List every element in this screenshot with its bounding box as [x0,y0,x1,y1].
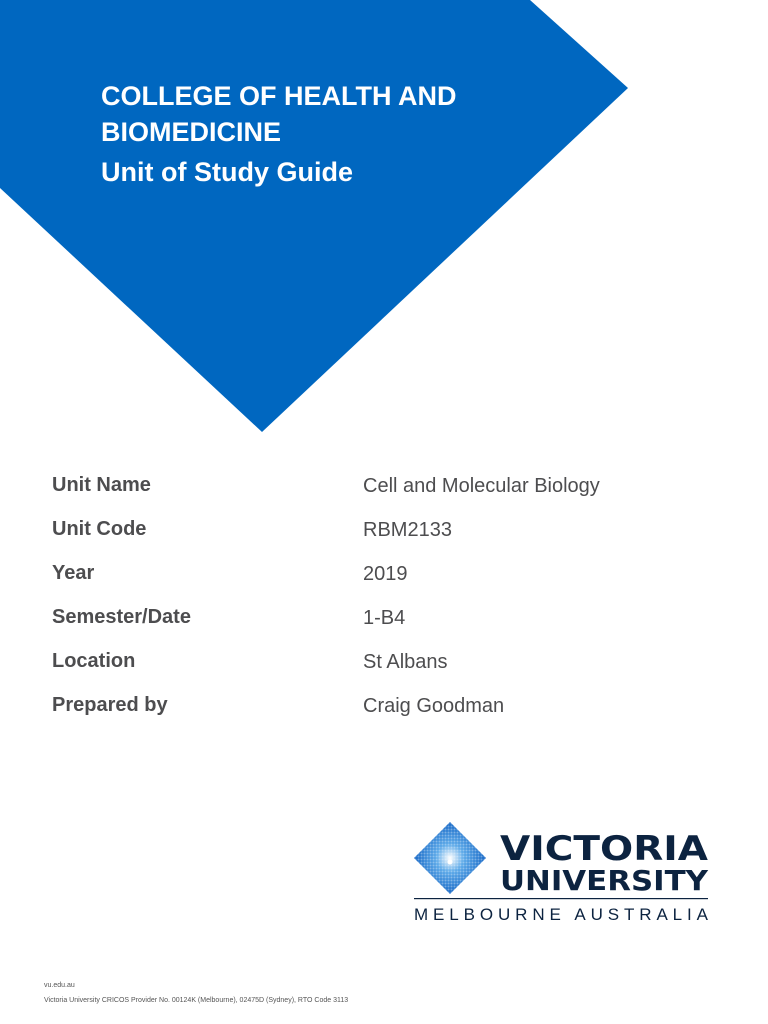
detail-value: Cell and Molecular Biology [363,475,600,497]
guide-title: Unit of Study Guide [101,157,353,187]
detail-value: Craig Goodman [363,695,505,717]
header-banner-shape [0,0,768,440]
detail-row [52,646,732,690]
college-title: COLLEGE OF HEALTH AND BIOMEDICINE [101,81,457,147]
logo-line-victoria: VICTORIA [500,829,709,869]
detail-value: St Albans [363,651,448,673]
detail-label: Unit Code [52,518,147,540]
detail-value: 1-B4 [363,607,406,629]
detail-row [52,470,732,514]
detail-row [52,514,732,558]
footer-website: vu.edu.au [44,982,75,989]
detail-value: RBM2133 [363,519,452,541]
detail-label: Prepared by [52,694,168,716]
footer-cricos: Victoria University CRICOS Provider No. 00124K (Melbourne), 02475D (Sydney), RTO Code 3113 [44,997,349,1004]
diamond-icon [414,822,486,894]
unit-details-table [52,470,732,734]
logo-line-melbourne: MELBOURNE AUSTRALIA [414,905,708,922]
detail-label: Year [52,562,95,584]
detail-label: Semester/Date [52,606,191,628]
detail-row [52,558,732,602]
detail-row [52,602,732,646]
detail-value: 2019 [363,563,408,585]
footer [44,978,348,1008]
header-text [101,78,541,190]
detail-label: Unit Name [52,474,151,496]
detail-row [52,690,732,734]
detail-label: Location [52,650,136,672]
victoria-university-logo [414,822,714,922]
logo-line-university: UNIVERSITY [500,864,709,897]
